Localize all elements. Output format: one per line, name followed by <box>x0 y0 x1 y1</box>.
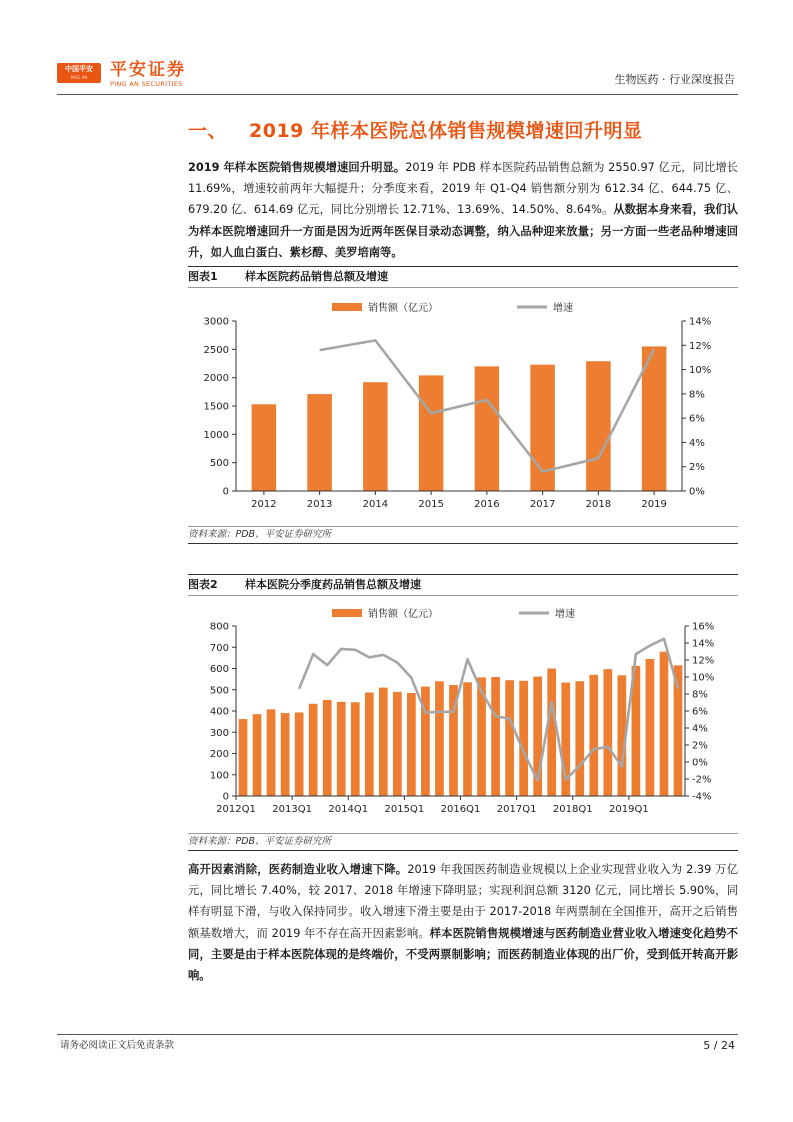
paragraph-body: 2019 年 PDB 样本医院药品销售总额为 2550.97 亿元，同比增长 11.69%，增速较前两年大幅提升；分季度来看，2019 年 Q1-Q4 销售额分别为 612.34 亿、644.75 亿、679.20 亿、614.69 亿元，同比分别增长 12.71%、13.69%、14.50%、8.64%。 <box>188 161 738 217</box>
section-title-text: 2019 年样本医院总体销售规模增速回升明显 <box>249 120 643 142</box>
x-tick-label: 2017 <box>529 499 556 510</box>
report-type: 生物医药 · 行业深度报告 <box>614 73 735 86</box>
chart-bar <box>575 681 584 796</box>
y-right-tick-label: 4% <box>692 723 708 735</box>
x-tick-label: 2014Q1 <box>328 804 369 815</box>
x-tick-label: 2012 <box>251 499 277 510</box>
x-tick-label: 2015 <box>418 499 444 510</box>
figure2-title: 样本医院分季度药品销售总额及增速 <box>245 578 421 591</box>
y-left-tick-label: 800 <box>209 621 229 633</box>
chart-bar <box>307 394 332 491</box>
quarterly-sales-chart-svg <box>188 598 738 830</box>
header-divider <box>57 94 738 95</box>
y-right-tick-label: -2% <box>692 774 712 786</box>
chart-legend <box>332 301 573 314</box>
y-left-tick-label: 500 <box>209 685 229 697</box>
paragraph-lead: 高开因素消除，医药制造业收入增速下降。 <box>188 863 408 876</box>
chart-quarterly-sales <box>188 598 738 830</box>
y-right-tick-label: 0% <box>689 486 705 498</box>
legend-bar-label: 销售额（亿元） <box>368 303 438 314</box>
y-left-tick-label: 3000 <box>203 316 229 328</box>
chart-legend <box>332 607 575 620</box>
y-right-tick-label: 16% <box>692 621 715 633</box>
chart-bar <box>603 669 612 796</box>
paragraph-emphasis: 从数据本身来看，我们认为样本医院增速回升一方面是因为近两年医保目录动态调整，纳入品种迎来放量；另一方面一些老品种增速回升，如人血白蛋白、紫杉醇、美罗培南等。 <box>188 203 738 259</box>
brand-name-en: PING AN SECURITIES <box>110 80 183 88</box>
y-right-tick-label: 12% <box>692 655 715 667</box>
chart-bar <box>365 693 374 796</box>
annual-sales-chart-svg <box>188 290 738 518</box>
chart-bar <box>351 702 360 796</box>
chart-bar <box>253 714 262 796</box>
y-left-tick-label: 100 <box>209 770 229 782</box>
chart-bar <box>295 712 304 796</box>
x-tick-label: 2017Q1 <box>496 804 537 815</box>
y-left-tick-label: 2000 <box>203 373 229 385</box>
chart-bar <box>435 681 444 796</box>
x-tick-label: 2013Q1 <box>272 804 312 815</box>
chart-bar <box>519 681 528 796</box>
y-left-tick-label: 600 <box>209 664 229 675</box>
legend-line-label: 增速 <box>553 303 573 314</box>
logo-box-text: 中国平安 <box>65 65 93 73</box>
footer-disclaimer: 请务必阅读正文后免责条款 <box>60 1040 175 1051</box>
y-right-tick-label: 14% <box>689 316 712 328</box>
y-left-tick-label: 0 <box>222 486 229 498</box>
legend-line-label: 增速 <box>555 609 575 620</box>
y-right-tick-label: -4% <box>692 791 712 803</box>
figure2-source: 资料来源：PDB、平安证券研究所 <box>188 833 738 851</box>
figure1-title: 样本医院药品销售总额及增速 <box>245 270 388 283</box>
figure2-header <box>188 574 738 596</box>
chart-bar <box>589 675 598 796</box>
y-left-tick-label: 200 <box>209 749 229 760</box>
figure1-source: 资料来源：PDB、平安证券研究所 <box>188 526 738 544</box>
x-tick-label: 2018Q1 <box>552 804 593 815</box>
chart-bar <box>239 719 248 796</box>
chart-bar <box>505 680 514 796</box>
ping-an-logo <box>57 63 101 83</box>
x-tick-label: 2019 <box>641 499 667 510</box>
chart-bar <box>475 366 500 491</box>
legend-bar-swatch <box>332 303 362 311</box>
chart-bar <box>660 652 669 796</box>
x-tick-label: 2015Q1 <box>384 804 425 815</box>
chart-bar <box>337 702 346 796</box>
footer-divider <box>57 1034 738 1035</box>
chart-bar <box>252 404 277 491</box>
y-right-tick-label: 4% <box>689 437 705 449</box>
y-left-tick-label: 1000 <box>203 429 229 441</box>
y-right-tick-label: 2% <box>692 740 708 752</box>
y-right-tick-label: 0% <box>692 757 708 769</box>
brand-name: 平安证券 <box>110 60 186 80</box>
paragraph-body: 2019 年我国医药制造业规模以上企业实现营业收入为 2.39 万亿元，同比增长 7.40%，较 2017、2018 年增速下降明显；实现利润总额 3120 亿元，同比增长 5.90%，同样有明显下滑，与收入保持同步。收入增速下滑主要是由于 2017-2018 年两票制在全国推开，高开之后销售额基数增大，而 2019 年不存在高开因素影响。 <box>188 863 738 940</box>
chart-bar <box>491 677 500 796</box>
y-left-tick-label: 2500 <box>203 344 229 356</box>
page-number: 5 / 24 <box>703 1039 735 1052</box>
x-tick-label: 2018 <box>585 499 612 510</box>
chart-bar <box>407 693 416 796</box>
chart-bar <box>419 375 444 491</box>
paragraph-lead: 2019 年样本医院销售规模增速回升明显。 <box>188 161 406 174</box>
y-right-tick-label: 8% <box>692 689 708 701</box>
y-left-tick-label: 1500 <box>203 401 229 413</box>
x-tick-label: 2012Q1 <box>216 804 256 815</box>
figure1-label: 图表1 <box>188 270 218 283</box>
y-right-tick-label: 2% <box>689 462 705 474</box>
y-right-tick-label: 14% <box>692 638 715 650</box>
y-right-tick-label: 8% <box>689 389 705 401</box>
y-left-tick-label: 700 <box>209 642 229 654</box>
chart-bar <box>586 361 611 491</box>
y-left-tick-label: 0 <box>222 791 229 803</box>
y-left-tick-label: 400 <box>209 706 229 718</box>
paragraph-emphasis: 样本医院销售规模增速与医药制造业营业收入增速变化趋势不同，主要是由于样本医院体现的是终端价，不受两票制影响；而医药制造业体现的出厂价，受到低开转高开影响。 <box>188 926 738 983</box>
figure1-header <box>188 266 738 288</box>
chart-bar <box>363 382 388 491</box>
x-tick-label: 2016 <box>474 499 500 510</box>
section-number: 一、 <box>188 120 228 142</box>
legend-bar-swatch <box>332 609 362 617</box>
x-tick-label: 2014 <box>362 499 389 510</box>
y-right-tick-label: 12% <box>689 340 712 352</box>
page-header <box>0 0 793 100</box>
chart-annual-sales <box>188 290 738 518</box>
y-right-tick-label: 6% <box>689 413 705 425</box>
chart-bar <box>646 659 655 796</box>
chart-bar <box>309 704 318 796</box>
chart-bar <box>547 669 556 797</box>
y-right-tick-label: 10% <box>692 672 715 684</box>
legend-bar-label: 销售额（亿元） <box>368 609 438 620</box>
y-right-tick-label: 6% <box>692 706 708 718</box>
section-title <box>188 118 643 144</box>
x-tick-label: 2013 <box>306 499 333 510</box>
y-left-tick-label: 500 <box>209 458 229 470</box>
paragraph-sales-growth <box>188 157 738 263</box>
figure2-label: 图表2 <box>188 578 218 591</box>
y-left-tick-label: 300 <box>209 727 229 739</box>
chart-bar <box>267 709 276 796</box>
chart-bar <box>323 700 332 796</box>
paragraph-manufacturing-revenue <box>188 859 738 986</box>
chart-bar <box>281 713 290 796</box>
logo-box-sub: PING AN <box>70 75 88 80</box>
chart-bar <box>379 688 388 796</box>
chart-bar <box>393 692 402 796</box>
chart-bar <box>463 682 472 796</box>
x-tick-label: 2019Q1 <box>609 804 649 815</box>
y-right-tick-label: 10% <box>689 365 712 377</box>
x-tick-label: 2016Q1 <box>440 804 481 815</box>
